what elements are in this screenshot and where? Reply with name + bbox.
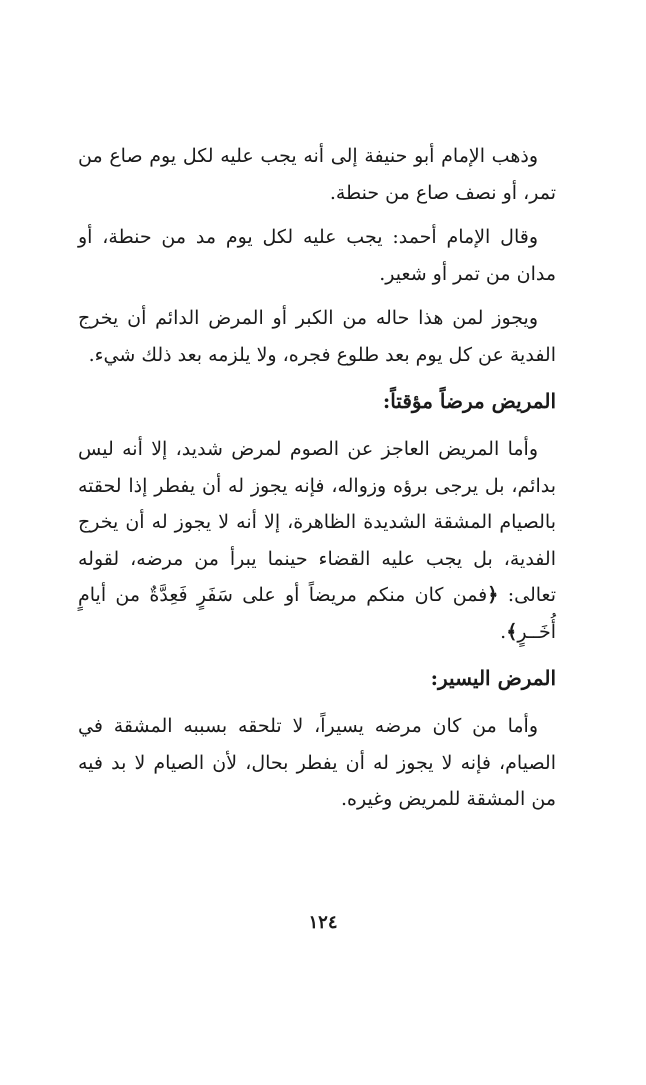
paragraph-temporary-illness-end: . [500, 620, 507, 643]
paragraph-minor-illness: وأما من كان مرضه يسيراً، لا تلحقه بسببه المشقة في الصيام، فإنه لا يجوز له أن يفطر بحال، لأن الصيام لا بد فيه من المشقة للمريض وغيره. [78, 715, 556, 810]
heading-minor-illness: المرض اليسير: [430, 666, 556, 690]
paragraph-fidya-timing: ويجوز لمن هذا حاله من الكبر أو المرض الدائم أن يخرج الفدية عن كل يوم بعد طلوع فجره، ولا يلزمه بعد ذلك شيء. [78, 307, 556, 366]
paragraph-temporary-illness-text: وأما المريض العاجز عن الصوم لمرض شديد، إلا أنه ليس بدائم، بل يرجى برؤه وزواله، فإنه يجوز له أن يفطر إذا لحقته بالصيام المشقة الشديدة الظاهرة، إلا أنه لا يجوز له أن يخرج الفدية، بل يجب عليه القضاء حينما يبرأ من مرضه، لقوله تعالى: [78, 438, 557, 606]
page-body [78, 138, 556, 830]
quran-close-brace: ﴾ [506, 620, 518, 643]
heading-temporary-illness: المريض مرضاً مؤقتاً: [382, 389, 556, 413]
page-number: ١٢٤ [308, 912, 338, 933]
quran-verse: فمن كان منكم مريضاً أو على سَفَرٍ فَعِدَّةٌ من أيامٍ أُخَــرٍ [78, 584, 556, 643]
paragraph-ahmad: وقال الإمام أحمد: يجب عليه لكل يوم مد من حنطة، أو مدان من تمر أو شعير. [78, 226, 556, 285]
quran-open-brace: ﴿ [487, 584, 499, 606]
paragraph-abu-hanifa: وذهب الإمام أبو حنيفة إلى أنه يجب عليه لكل يوم صاع من تمر، أو نصف صاع من حنطة. [78, 145, 556, 204]
paragraph-temporary-illness [78, 431, 556, 650]
